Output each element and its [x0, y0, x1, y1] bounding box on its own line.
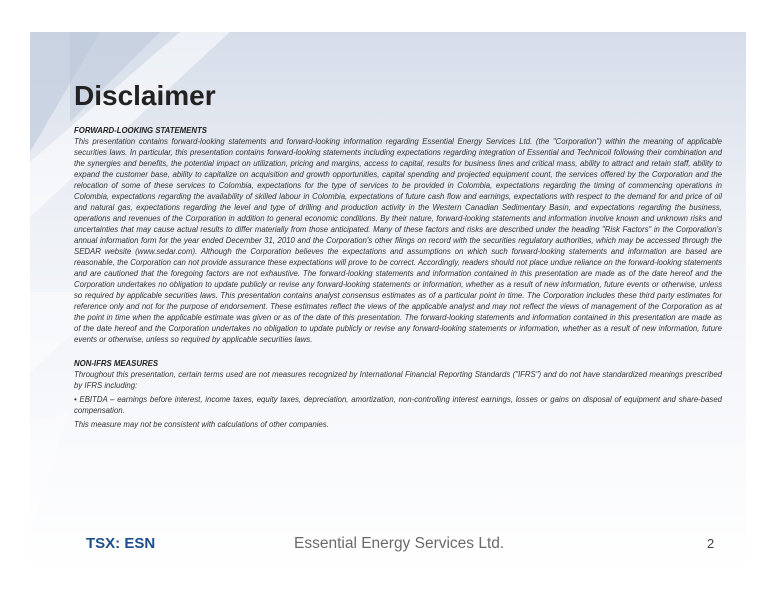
- company-name: Essential Energy Services Ltd.: [294, 535, 505, 552]
- non-ifrs-heading: NON-IFRS MEASURES: [74, 359, 159, 368]
- non-ifrs-note: This measure may not be consistent with calculations of other companies.: [74, 420, 329, 429]
- non-ifrs-paragraph: Throughout this presentation, certain terms used are not measures recognized by International Financial Reporting Standards ("IFRS") and do not have standardized meanings prescribed by IFRS including:: [74, 370, 722, 390]
- page-number: 2: [707, 536, 715, 551]
- ticker-symbol: TSX: ESN: [86, 535, 156, 552]
- ebitda-bullet: • EBITDA – earnings before interest, income taxes, equity taxes, depreciation, amortization, non-controlling interest earnings, losses or gains on disposal of equipment and share-based compensation.: [74, 395, 722, 415]
- disclaimer-content: [74, 125, 722, 430]
- page-title: Disclaimer: [74, 80, 216, 111]
- forward-looking-paragraph: This presentation contains forward-looking statements and forward-looking information regarding Essential Energy Services Ltd. (the "Corporation") within the meaning of applicable securities laws. In particular, this presentation contains forward-looking statements including expectations regarding integration of Essential and Technicoil following their combination and the synergies and benefits, the potential impact on utilization, pricing and margins, access to capital, results for business lines and critical mass, ability to attract and retain staff, ability to expand the customer base, ability to capitalize on acquisition and growth opportunities, capital spending and projected equipment count, the services offered by the Corporation and the relocation of some of these services to Colombia, expectations for the type of services to be provided in Colombia, expectations regarding the timing of commencing operations in Colombia, expectations regarding the availability of skilled labour in Colombia, expectations of future cash flow and earnings, expectations with respect to the demand for and price of oil and natural gas, expectations regarding the level and type of drilling and production activity in the Western Canadian Sedimentary Basin, and expectations regarding the business, operations and revenues of the Corporation in addition to general economic conditions. By their nature, forward-looking statements and information involve known and unknown risks and uncertainties that may cause actual results to differ materially from those anticipated. Many of these factors and risks are described under the heading "Risk Factors" in the Corporation's annual information form for the year ended December 31, 2010 and the Corporation's other filings on record with the securities regulatory authorities, which may be accessed through the SEDAR website (www.sedar.com). Although the Corporation believes the expectations and assumptions on which such forward-looking statements and information are based are reasonable, the Corporation can not provide assurance these expectations will prove to be correct. Accordingly, readers should not place undue reliance on the forward-looking statements and are cautioned that the foregoing factors are not exhaustive. The forward-looking statements and information contained in this presentation are made as of the date hereof and the Corporation undertakes no obligation to update publicly or revise any forward-looking statements or information, whether as a result of new information, future events or otherwise, unless so required by applicable securities laws. This presentation contains analyst consensus estimates as of a particular point in time. The Corporation includes these third party estimates for reference only and not for the purpose of endorsement. These estimates reflect the views of the applicable analyst and may not reflect the views of management of the Corporation as at the point in time when the applicable estimate was given or as of the date of this presentation. The forward-looking statements and information contained in this presentation are made as of the date hereof and the Corporation undertakes no obligation to update publicly or revise any forward-looking statements or information, whether as a result of new information, future events or otherwise, unless so required by applicable securities laws.: [74, 137, 722, 344]
- forward-looking-heading: FORWARD-LOOKING STATEMENTS: [74, 126, 207, 135]
- slide: [30, 32, 746, 572]
